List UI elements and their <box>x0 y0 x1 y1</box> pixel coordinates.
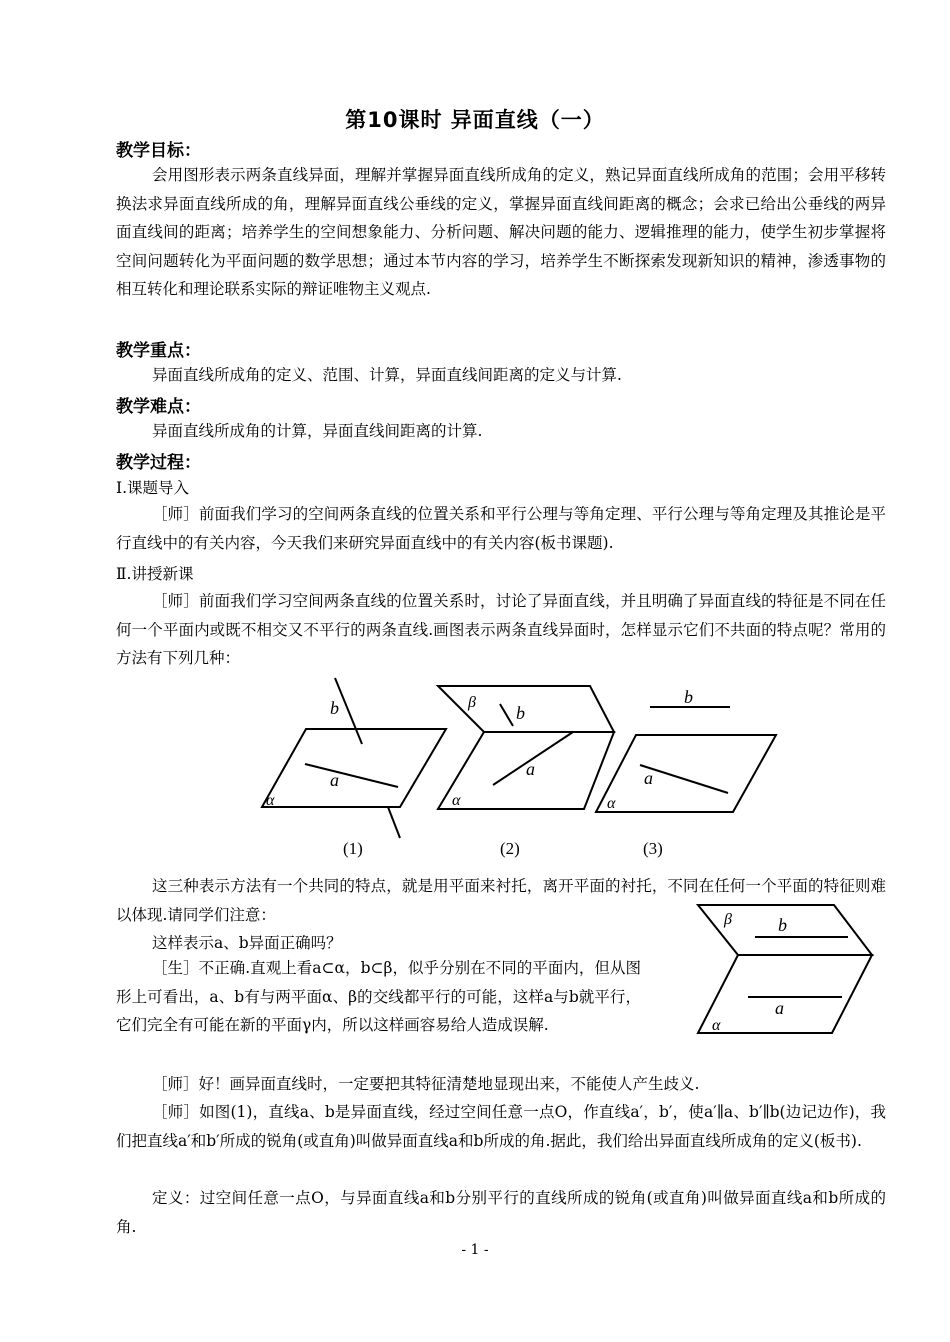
figure3-label-a: a <box>644 768 653 788</box>
figure1-line-a <box>305 764 398 787</box>
figure2-label-alpha: α <box>452 792 461 809</box>
paragraph-definition: 定义：过空间任意一点O，与异面直线a和b分别平行的直线所成的锐角(或直角)叫做异面直线a和b所成的角. <box>116 1189 886 1236</box>
objectives-text: 会用图形表示两条直线异面，理解并掌握异面直线所成角的定义，熟记异面直线所成角的范围；会用平移转换法求异面直线所成的角，理解异面直线公垂线的定义，掌握异面直线间距离的概念；会求已给出公垂线的两异面直线间的距离；培养学生的空间想象能力、分析问题、解决问题的能力、逻辑推理的能力，使学生初步掌握将空间问题转化为平面问题的数学思想；通过本节内容的学习，培养学生不断探索发现新知识的精神，渗透事物的相互转化和理论联系实际的辩证唯物主义观点. <box>116 166 886 298</box>
figure1-label-alpha: α <box>266 792 275 809</box>
figure1-line-b-bottom <box>388 807 400 838</box>
figure1-caption: (1) <box>343 839 363 858</box>
figure1-label-a: a <box>330 770 339 790</box>
process-heading: 教学过程： <box>116 453 201 473</box>
figure2-caption: (2) <box>500 839 520 858</box>
section-new-lesson: Ⅱ.讲授新课 <box>116 565 194 583</box>
figure4-plane-alpha <box>698 955 872 1033</box>
objectives-heading: 教学目标： <box>116 141 201 161</box>
figure3-plane-alpha <box>596 735 776 812</box>
figure4-label-b: b <box>778 915 787 935</box>
key-points-heading: 教学重点： <box>116 341 201 361</box>
figure1-plane-alpha <box>262 729 446 807</box>
figure3-line-a <box>640 765 728 793</box>
paragraph-intro: ［师］前面我们学习的空间两条直线的位置关系和平行公理与等角定理、平行公理与等角定理及其推论是平行直线中的有关内容，今天我们来研究异面直线中的有关内容(板书课题). <box>116 505 886 552</box>
figure1-label-b: b <box>330 698 339 718</box>
paragraph-teacher-comment: ［师］好！画异面直线时，一定要把其特征清楚地显现出来，不能使人产生歧义. <box>152 1075 700 1093</box>
difficulties-text: 异面直线所成角的计算，异面直线间距离的计算. <box>152 422 483 440</box>
figure3-label-b: b <box>684 687 693 707</box>
figure2-label-b: b <box>516 703 525 723</box>
figure4-label-a: a <box>775 998 784 1018</box>
figure4-label-alpha: α <box>712 1017 721 1034</box>
difficulties-heading: 教学难点： <box>116 397 201 417</box>
figure3-label-alpha: α <box>607 795 616 812</box>
paragraph-student-answer: ［生］不正确.直观上看a⊂α，b⊂β，似乎分别在不同的平面内，但从图形上可看出，a、b有与两平面α、β的交线都平行的可能，这样a与b就平行，它们完全有可能在新的平面γ内，所以这样画容易给人造成误解. <box>116 959 641 1034</box>
figure4-label-beta: β <box>724 911 732 928</box>
paragraph-common-feature: 这三种表示方法有一个共同的特点，就是用平面来衬托，离开平面的衬托，不同在任何一个平面的特征则难以体现.请同学们注意： <box>116 877 886 924</box>
page-number: - 1 - <box>461 1242 489 1258</box>
paragraph-angle-construction: ［师］如图(1)，直线a、b是异面直线，经过空间任意一点O，作直线a′，b′，使a′∥a、b′∥b(边记边作)，我们把直线a′和b′所成的锐角(或直角)叫做异面直线a和b所成的角.据此，我们给出异面直线所成角的定义(板书). <box>116 1103 886 1150</box>
paragraph-lesson: ［师］前面我们学习空间两条直线的位置关系时，讨论了异面直线，并且明确了异面直线的特征是不同在任何一个平面内或既不相交又不平行的两条直线.画图表示两条直线异面时，怎样显示它们不共面的特点呢？常用的方法有下列几种： <box>116 592 886 667</box>
misleading-figure <box>690 898 880 1038</box>
figure3-caption: (3) <box>643 839 663 858</box>
figure2-label-beta: β <box>468 694 476 711</box>
key-points-text: 异面直线所成角的定义、范围、计算，异面直线间距离的定义与计算. <box>152 366 622 384</box>
figure2-label-a: a <box>526 759 535 779</box>
page-title: 第10课时 异面直线（一） <box>345 108 605 132</box>
figure1-line-b-top <box>335 678 362 744</box>
figure2-plane-beta <box>438 686 614 732</box>
figure2-line-b <box>500 704 513 726</box>
skew-lines-figures <box>250 672 790 867</box>
section-intro: Ⅰ.课题导入 <box>116 479 190 497</box>
paragraph-question: 这样表示a、b异面正确吗？ <box>152 934 342 952</box>
